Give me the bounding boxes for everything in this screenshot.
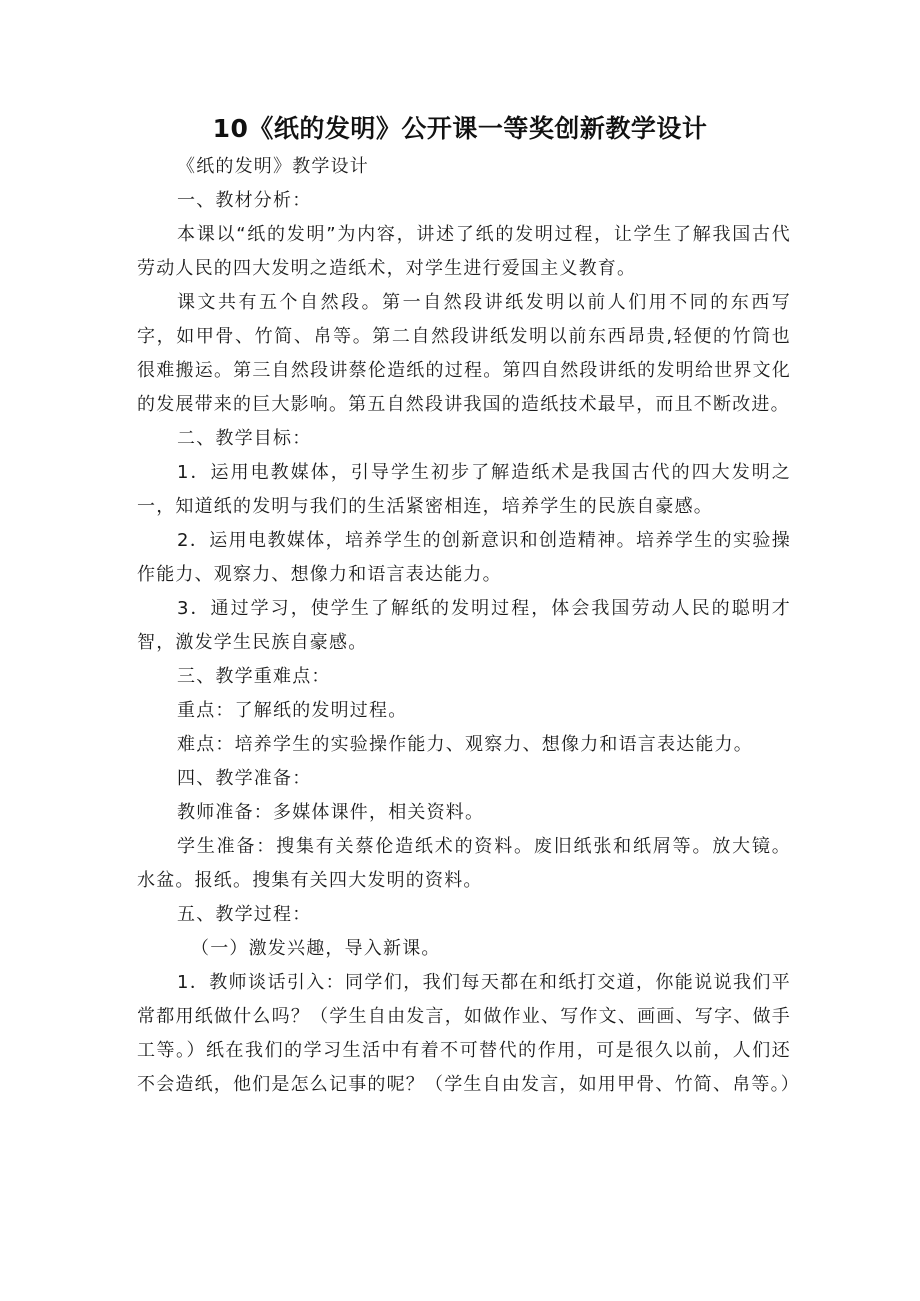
subtitle: 《纸的发明》教学设计: [177, 156, 369, 177]
goal-item-1: 1．运用电教媒体，引导学生初步了解造纸术是我国古代的四大发明之一，知道纸的发明与我们的生活紧密相连，培养学生的民族自豪感。: [137, 462, 791, 517]
document-title: 10《纸的发明》公开课一等奖创新教学设计: [212, 114, 708, 143]
section-heading-teaching-goals: 二、教学目标：: [177, 428, 312, 449]
key-point: 重点：了解纸的发明过程。: [177, 700, 408, 721]
section-heading-textbook-analysis: 一、教材分析：: [177, 190, 312, 211]
process-step-heading-1: （一）激发兴趣，导入新课。: [191, 938, 441, 959]
goal-item-3: 3．通过学习，使学生了解纸的发明过程，体会我国劳动人民的聪明才智，激发学生民族自豪感。: [137, 598, 791, 653]
teacher-preparation: 教师准备：多媒体课件，相关资料。: [177, 802, 485, 823]
difficult-point: 难点：培养学生的实验操作能力、观察力、想像力和语言表达能力。: [177, 734, 753, 755]
goal-item-2: 2．运用电教媒体，培养学生的创新意识和创造精神。培养学生的实验操作能力、观察力、想像力和语言表达能力。: [137, 530, 791, 585]
document-body: [137, 150, 800, 1102]
paragraph-lesson-overview: 本课以“纸的发明”为内容，讲述了纸的发明过程，让学生了解我国古代劳动人民的四大发明之造纸术，对学生进行爱国主义教育。: [137, 224, 791, 279]
process-step-1-content: 1．教师谈话引入：同学们，我们每天都在和纸打交道，你能说说我们平常都用纸做什么吗？（学生自由发言，如做作业、写作文、画画、写字、做手工等。）纸在我们的学习生活中有着不可替代的作用，可是很久以前，人们还不会造纸，他们是怎么记事的呢？（学生自由发言，如用甲骨、竹简、帛等。）: [137, 972, 800, 1095]
paragraph-text-structure: 课文共有五个自然段。第一自然段讲纸发明以前人们用不同的东西写字，如甲骨、竹简、帛等。第二自然段讲纸发明以前东西昂贵,轻便的竹筒也很难搬运。第三自然段讲蔡伦造纸的过程。第四自然段讲纸的发明给世界文化的发展带来的巨大影响。第五自然段讲我国的造纸技术最早，而且不断改进。: [137, 292, 791, 415]
section-heading-teaching-process: 五、教学过程：: [177, 904, 312, 925]
section-heading-preparation: 四、教学准备：: [177, 768, 312, 789]
section-heading-key-points: 三、教学重难点：: [177, 666, 331, 687]
student-preparation: 学生准备：搜集有关蔡伦造纸术的资料。废旧纸张和纸屑等。放大镜。水盆。报纸。搜集有关四大发明的资料。: [137, 836, 791, 891]
